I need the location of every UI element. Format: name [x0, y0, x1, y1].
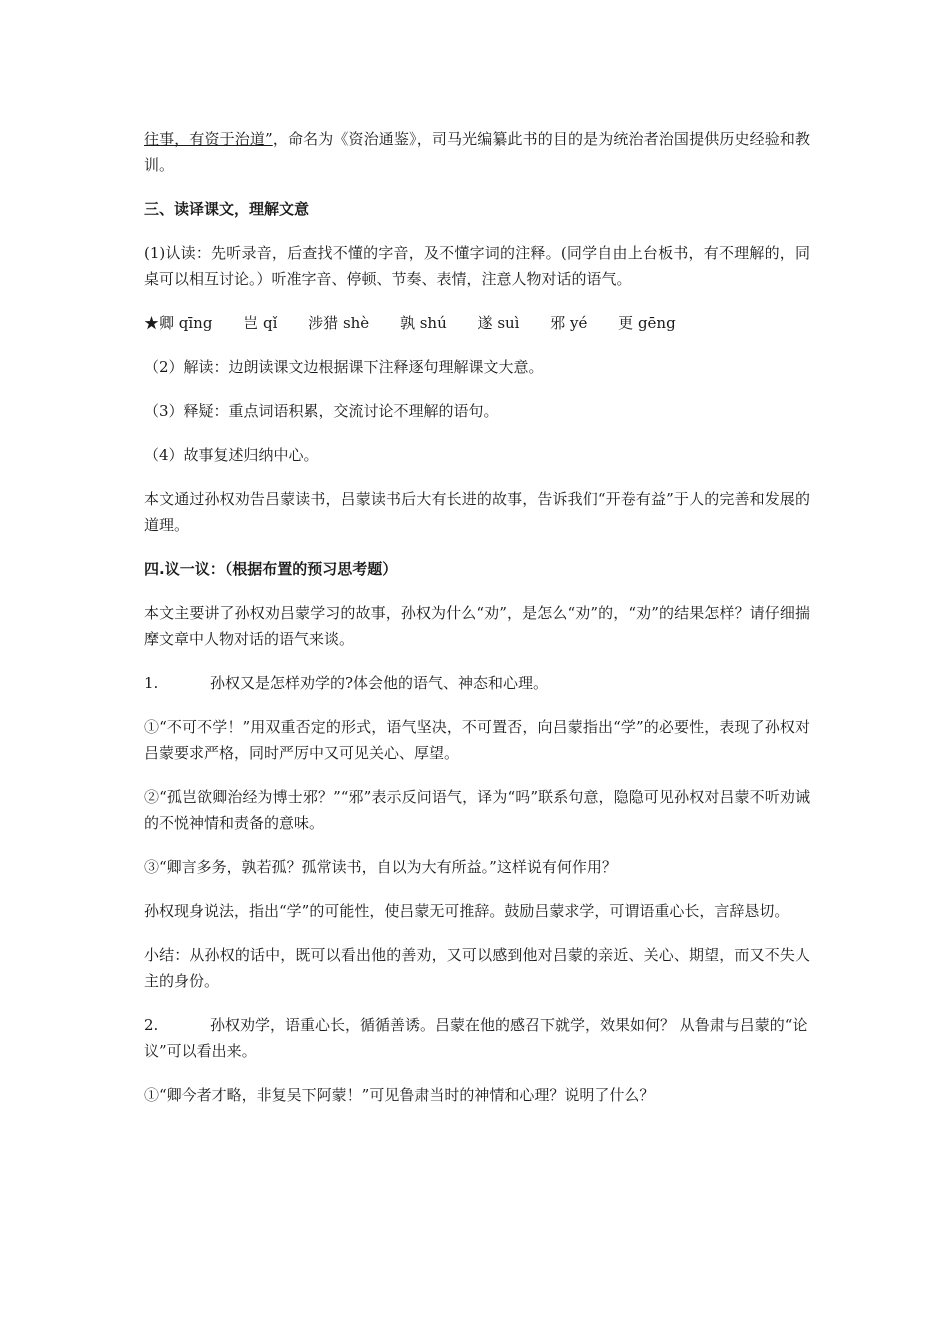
- answer-2-1: ①“卿今者才略，非复吴下阿蒙！”可见鲁肃当时的神情和心理？说明了什么？: [144, 1086, 655, 1104]
- pinyin-item: ★卿 qīng: [144, 314, 213, 332]
- question-1-number: 1.: [144, 674, 159, 692]
- question-2-text: 孙权劝学，语重心长，循循善诱。吕蒙在他的感召下就学，效果如何？ 从鲁肃与吕蒙的“论议”可以看出来。: [144, 1016, 808, 1060]
- pinyin-list: [144, 310, 810, 336]
- question-1: [144, 670, 810, 696]
- section3-summary: 本文通过孙权劝告吕蒙读书，吕蒙读书后大有长进的故事，告诉我们“开卷有益”于人的完善和发展的道理。: [144, 490, 810, 534]
- question-1-text: 孙权又是怎样劝学的?体会他的语气、神态和心理。: [210, 674, 549, 692]
- section3-step1: (1)认读：先听录音，后查找不懂的字音，及不懂字词的注释。(同学自由上台板书，有不理解的，同桌可以相互讨论。）听准字音、停顿、节奏、表情，注意人物对话的语气。: [144, 244, 810, 288]
- pinyin-item: 岂 qǐ: [243, 314, 278, 332]
- intro-paragraph: [144, 126, 810, 178]
- section4-intro: 本文主要讲了孙权劝吕蒙学习的故事，孙权为什么“劝”，是怎么“劝”的，“劝”的结果怎样？请仔细揣摩文章中人物对话的语气来谈。: [144, 604, 810, 648]
- pinyin-item: 遂 suì: [477, 314, 520, 332]
- section3-step4: （4）故事复述归纳中心。: [144, 446, 319, 464]
- pinyin-item: 孰 shú: [399, 314, 447, 332]
- answer-1-1: ①“不可不学！”用双重否定的形式，语气坚决，不可置否，向吕蒙指出“学”的必要性，表现了孙权对吕蒙要求严格，同时严厉中又可见关心、厚望。: [144, 718, 810, 762]
- pinyin-item: 涉猎 shè: [308, 314, 370, 332]
- section3-step3: （3）释疑：重点词语积累，交流讨论不理解的语句。: [144, 402, 499, 420]
- intro-text: ，命名为《资治通鉴》，司马光编纂此书的目的是为统治者治国提供历史经验和教训。: [144, 130, 810, 174]
- section3-step2: （2）解读：边朗读课文边根据课下注释逐句理解课文大意。: [144, 358, 544, 376]
- answer-1-2: ②“孤岂欲卿治经为博士邪？”“邪”表示反问语气，译为“吗”联系句意，隐隐可见孙权对吕蒙不听劝诫的不悦神情和责备的意味。: [144, 788, 810, 832]
- question-2-number: 2.: [144, 1016, 159, 1034]
- intro-underlined-text: 往事，有资于治道”: [144, 130, 273, 148]
- document-page: [144, 126, 810, 1126]
- section3-heading: 三、读译课文，理解文意: [144, 200, 310, 218]
- conclusion: 小结：从孙权的话中，既可以看出他的善劝，又可以感到他对吕蒙的亲近、关心、期望，而又不失人主的身份。: [144, 946, 810, 990]
- section4-heading: 四.议一议：（根据布置的预习思考题）: [144, 560, 398, 578]
- answer-1-3: ③“卿言多务，孰若孤？孤常读书，自以为大有所益。”这样说有何作用？: [144, 858, 617, 876]
- answer-1-3-explanation: 孙权现身说法，指出“学”的可能性，使吕蒙无可推辞。鼓励吕蒙求学，可谓语重心长，言辞恳切。: [144, 902, 790, 920]
- pinyin-item: 邪 yé: [550, 314, 588, 332]
- question-2: [144, 1012, 810, 1064]
- pinyin-item: 更 gēng: [618, 314, 676, 332]
